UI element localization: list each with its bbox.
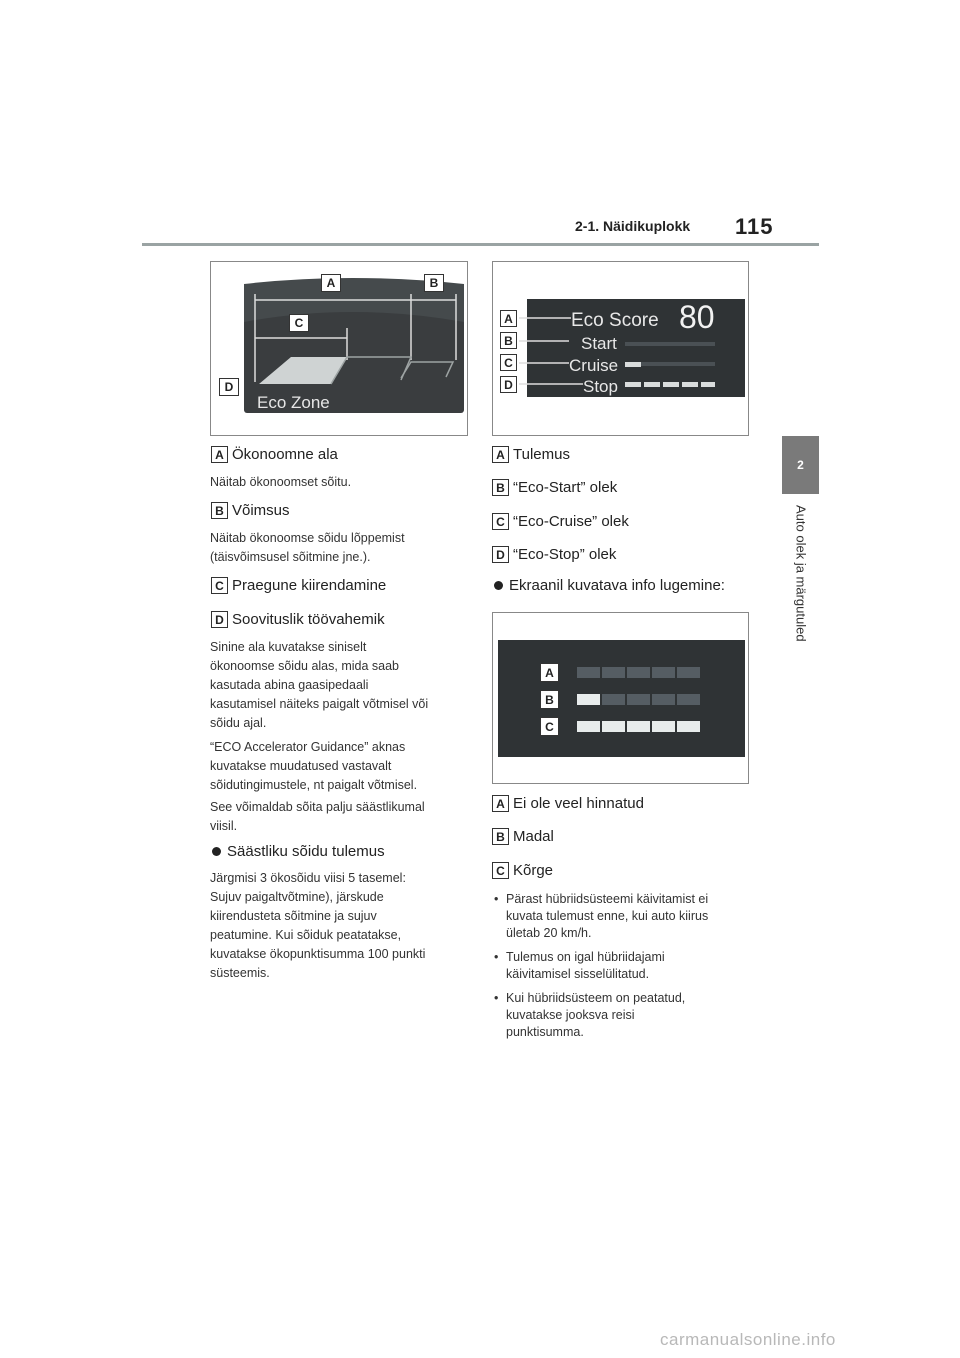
rating-segment	[677, 694, 700, 705]
eco-score-figure	[492, 261, 749, 436]
text-line: punktisumma.	[506, 1025, 584, 1039]
rating-segment	[652, 721, 675, 732]
text-line: kiirendusteta sõitmine ja sujuv	[210, 909, 377, 923]
badge-c: C	[211, 577, 228, 594]
item-title: “Eco-Cruise” olek	[513, 513, 629, 530]
bullet-heading-eco-result	[212, 843, 385, 860]
bullet-heading-text: Ekraanil kuvatava info lugemine:	[509, 577, 725, 594]
badge-d: D	[211, 611, 228, 628]
text-line: • Kui hübriidsüsteem on peatatud,	[506, 991, 686, 1005]
rating-segment	[577, 694, 600, 705]
fig2-label-c: C	[500, 354, 517, 371]
text-line: Järgmisi 3 ökosõidu viisi 5 tasemel:	[210, 871, 406, 885]
eco-cruise-label: Cruise	[569, 356, 619, 375]
fig3-label-c: C	[540, 717, 559, 736]
item-recommended-range	[211, 611, 385, 628]
text-line: kuvata tulemust enne, kui auto kiirus	[506, 909, 709, 923]
text-line: ületab 20 km/h.	[506, 926, 592, 940]
text-line: “ECO Accelerator Guidance” aknas	[210, 740, 406, 754]
rating-segment	[602, 694, 625, 705]
eco-score-value: 80	[679, 299, 715, 335]
badge-a: A	[492, 446, 509, 463]
header-divider	[142, 243, 819, 246]
item-title: Võimsus	[232, 502, 290, 519]
text-line: • Pärast hübriidsüsteemi käivitamist ei	[506, 892, 709, 906]
text-line: See võimaldab sõita palju säästlikumal	[210, 800, 425, 814]
item-description	[210, 529, 405, 567]
eco-score-illustration	[493, 262, 750, 437]
item-eco-start	[492, 479, 617, 496]
paragraph-1	[210, 638, 428, 733]
text-line: Näitab ökonoomse sõidu lõppemist	[210, 531, 405, 545]
note-1	[494, 891, 708, 942]
rating-segment	[652, 667, 675, 678]
bullet-dot-icon	[212, 847, 221, 856]
item-title: Madal	[513, 828, 554, 845]
text-line: • Tulemus on igal hübriidajami	[506, 950, 665, 964]
text-line: (täisvõimsusel sõitmine jne.).	[210, 550, 371, 564]
paragraph-2	[210, 738, 417, 795]
fig1-label-a: A	[321, 274, 341, 292]
item-eco-stop	[492, 546, 616, 563]
badge-b: B	[211, 502, 228, 519]
bullet-dot-icon	[494, 581, 503, 590]
note-3	[494, 990, 685, 1041]
chapter-tab: 2	[782, 436, 819, 494]
eco-score-label: Eco Score	[571, 310, 659, 331]
item-current-acceleration	[211, 577, 386, 594]
item-result	[492, 446, 570, 463]
badge-d: D	[492, 546, 509, 563]
paragraph-4	[210, 869, 425, 983]
badge-b: B	[492, 479, 509, 496]
item-title: Ei ole veel hinnatud	[513, 795, 644, 812]
bullet-heading-text: Säästliku sõidu tulemus	[227, 843, 385, 860]
fig2-label-a: A	[500, 310, 517, 327]
item-title: Tulemus	[513, 446, 570, 463]
rating-figure	[492, 612, 749, 784]
badge-c: C	[492, 862, 509, 879]
eco-zone-figure	[210, 261, 468, 436]
item-low	[492, 828, 554, 845]
item-eco-cruise	[492, 513, 629, 530]
text-line: kuvatakse muudatused vastavalt	[210, 759, 392, 773]
item-title: Praegune kiirendamine	[232, 577, 387, 594]
eco-stop-label: Stop	[583, 377, 618, 396]
chapter-title: Auto olek ja märgutuled	[793, 505, 809, 642]
eco-start-label: Start	[581, 334, 617, 353]
rating-segment	[602, 721, 625, 732]
text-line: kasutamisel näiteks paigalt võtmisel või	[210, 697, 429, 711]
item-title: “Eco-Stop” olek	[513, 546, 617, 563]
text-line: Sujuv paigaltvõtmine), järskude	[210, 890, 384, 904]
fig1-label-d: D	[219, 378, 239, 396]
text-line: sõidutingimustele, nt paigalt võtmisel.	[210, 778, 418, 792]
section-title: 2-1. Näidikuplokk	[575, 218, 691, 234]
text-line: ökonoomse sõidu alas, mida saab	[210, 659, 400, 673]
text-line: kuvatakse ökopunktisumma 100 punkti	[210, 947, 426, 961]
fig1-label-c: C	[289, 314, 309, 332]
item-high	[492, 862, 553, 879]
rating-segment	[627, 721, 650, 732]
rating-segment	[627, 667, 650, 678]
text-line: kasutada abina gaasipedaali	[210, 678, 369, 692]
item-title: Soovituslik töövahemik	[232, 611, 385, 628]
text-line: peatumine. Kui sõiduk peatatakse,	[210, 928, 402, 942]
badge-a: A	[492, 795, 509, 812]
bullet-heading-reading-info	[494, 577, 725, 594]
rating-segment	[677, 721, 700, 732]
fig2-label-b: B	[500, 332, 517, 349]
badge-a: A	[211, 446, 228, 463]
rating-segment	[577, 721, 600, 732]
rating-segment	[602, 667, 625, 678]
text-line: Sinine ala kuvatakse siniselt	[210, 640, 367, 654]
item-title: Kõrge	[513, 862, 554, 879]
item-power	[211, 502, 290, 519]
badge-c: C	[492, 513, 509, 530]
item-description: Näitab ökonoomset sõitu.	[210, 475, 352, 489]
rating-segment	[577, 667, 600, 678]
text-line: käivitamisel sisselülitatud.	[506, 967, 650, 981]
eco-zone-screen-text: Eco Zone	[257, 393, 330, 412]
item-title: Ökonoomne ala	[232, 446, 338, 463]
text-line: kuvatakse jooksva reisi	[506, 1008, 635, 1022]
item-title: “Eco-Start” olek	[513, 479, 618, 496]
paragraph-3	[210, 798, 425, 836]
page-number: 115	[735, 214, 774, 239]
item-not-rated	[492, 795, 644, 812]
rating-segment	[627, 694, 650, 705]
badge-b: B	[492, 828, 509, 845]
fig1-label-b: B	[424, 274, 444, 292]
rating-segment	[677, 667, 700, 678]
item-eco-zone	[211, 446, 338, 463]
fig3-label-b: B	[540, 690, 559, 709]
text-line: viisil.	[210, 819, 238, 833]
note-2	[494, 949, 665, 983]
watermark: carmanualsonline.info	[660, 1330, 836, 1349]
text-line: sõidu ajal.	[210, 716, 267, 730]
rating-segment	[652, 694, 675, 705]
text-line: süsteemis.	[210, 966, 270, 980]
fig3-label-a: A	[540, 663, 559, 682]
fig2-label-d: D	[500, 376, 517, 393]
